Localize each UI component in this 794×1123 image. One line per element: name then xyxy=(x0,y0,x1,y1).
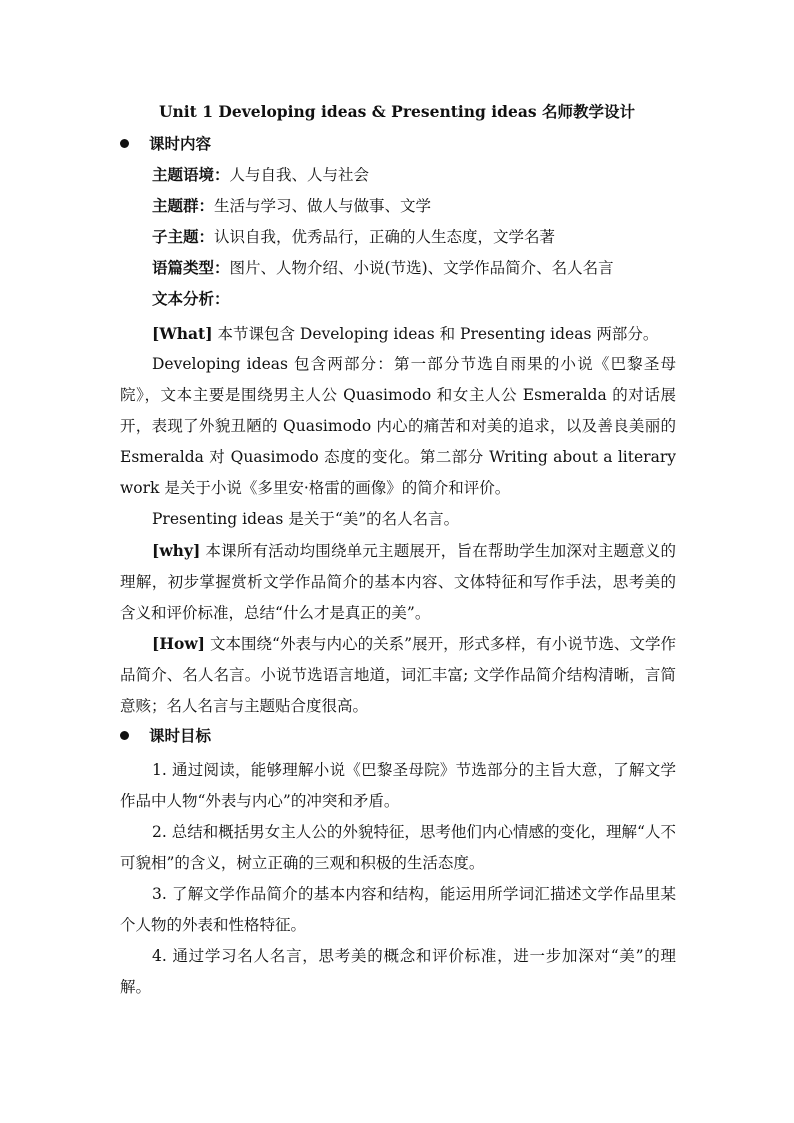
subtheme-value: 认识自我，优秀品行，正确的人生态度，文学名著 xyxy=(214,228,556,246)
analysis-line xyxy=(152,287,230,311)
how-tag: [How] xyxy=(152,634,205,653)
text-type-value: 图片、人物介绍、小说(节选)、文学作品简介、名人名言 xyxy=(229,259,614,277)
section-heading-lesson-content xyxy=(120,132,211,156)
theme-group-value: 生活与学习、做人与做事、文学 xyxy=(214,197,432,215)
theme-group-line xyxy=(152,194,431,218)
what-paragraph xyxy=(120,318,676,350)
what-tag: [What] xyxy=(152,324,213,343)
document-title: Unit 1 Developing ideas & Presenting ideas 名师教学设计 xyxy=(158,102,636,121)
analysis-label: 文本分析： xyxy=(152,289,230,308)
theme-context-label: 主题语境： xyxy=(152,165,230,184)
text-type-label: 语篇类型： xyxy=(152,258,230,277)
developing-paragraph: Developing ideas 包含两部分：第一部分节选自雨果的小说《巴黎圣母院》，文本主要是围绕男主人公 Quasimodo 和女主人公 Esmeralda 的对话展开，表现了外貌丑陋的 Quasimodo 内心的痛苦和对美的追求，以及善良美丽的 Esmeralda 对 Quasimodo 态度的变化。第二部分 Writing about a literary work 是关于小说《多里安·格雷的画像》的简介和评价。 xyxy=(120,355,676,497)
subtheme-label: 子主题： xyxy=(152,227,215,246)
section-heading-text: 课时目标 xyxy=(149,726,212,745)
goal-item: 4. 通过学习名人名言，思考美的概念和评价标准，进一步加深对“美”的理解。 xyxy=(120,947,676,996)
what-text: 本节课包含 Developing ideas 和 Presenting ideas 两部分。 xyxy=(212,325,659,343)
section-heading-text: 课时内容 xyxy=(149,134,212,153)
theme-group-label: 主题群： xyxy=(152,196,215,215)
why-paragraph xyxy=(120,535,676,629)
theme-context-value: 人与自我、人与社会 xyxy=(229,166,370,184)
bullet-icon xyxy=(120,139,129,148)
how-text: 文本围绕“外表与内心的关系”展开，形式多样，有小说节选、文学作品简介、名人名言。小说节选语言地道，词汇丰富; 文学作品简介结构清晰，言简意赅；名人名言与主题贴合度很高。 xyxy=(120,635,676,715)
goal-item: 2. 总结和概括男女主人公的外貌特征，思考他们内心情感的变化，理解“人不可貌相”的含义，树立正确的三观和积极的生活态度。 xyxy=(120,823,676,872)
section-heading-lesson-goals xyxy=(120,724,211,748)
why-text: 本课所有活动均围绕单元主题展开，旨在帮助学生加深对主题意义的理解，初步掌握赏析文学作品简介的基本内容、文体特征和写作手法，思考美的含义和评价标准，总结“什么才是真正的美”。 xyxy=(120,542,676,622)
text-type-line xyxy=(152,256,614,280)
goal-item: 1. 通过阅读，能够理解小说《巴黎圣母院》节选部分的主旨大意，了解文学作品中人物“外表与内心”的冲突和矛盾。 xyxy=(120,761,676,810)
how-paragraph xyxy=(120,628,676,722)
subtheme-line xyxy=(152,225,555,249)
theme-context-line xyxy=(152,163,369,187)
presenting-paragraph: Presenting ideas 是关于“美”的名人名言。 xyxy=(152,510,460,528)
goal-item: 3. 了解文学作品简介的基本内容和结构，能运用所学词汇描述文学作品里某个人物的外表和性格特征。 xyxy=(120,885,676,934)
bullet-icon xyxy=(120,731,129,740)
why-tag: [why] xyxy=(152,541,201,560)
